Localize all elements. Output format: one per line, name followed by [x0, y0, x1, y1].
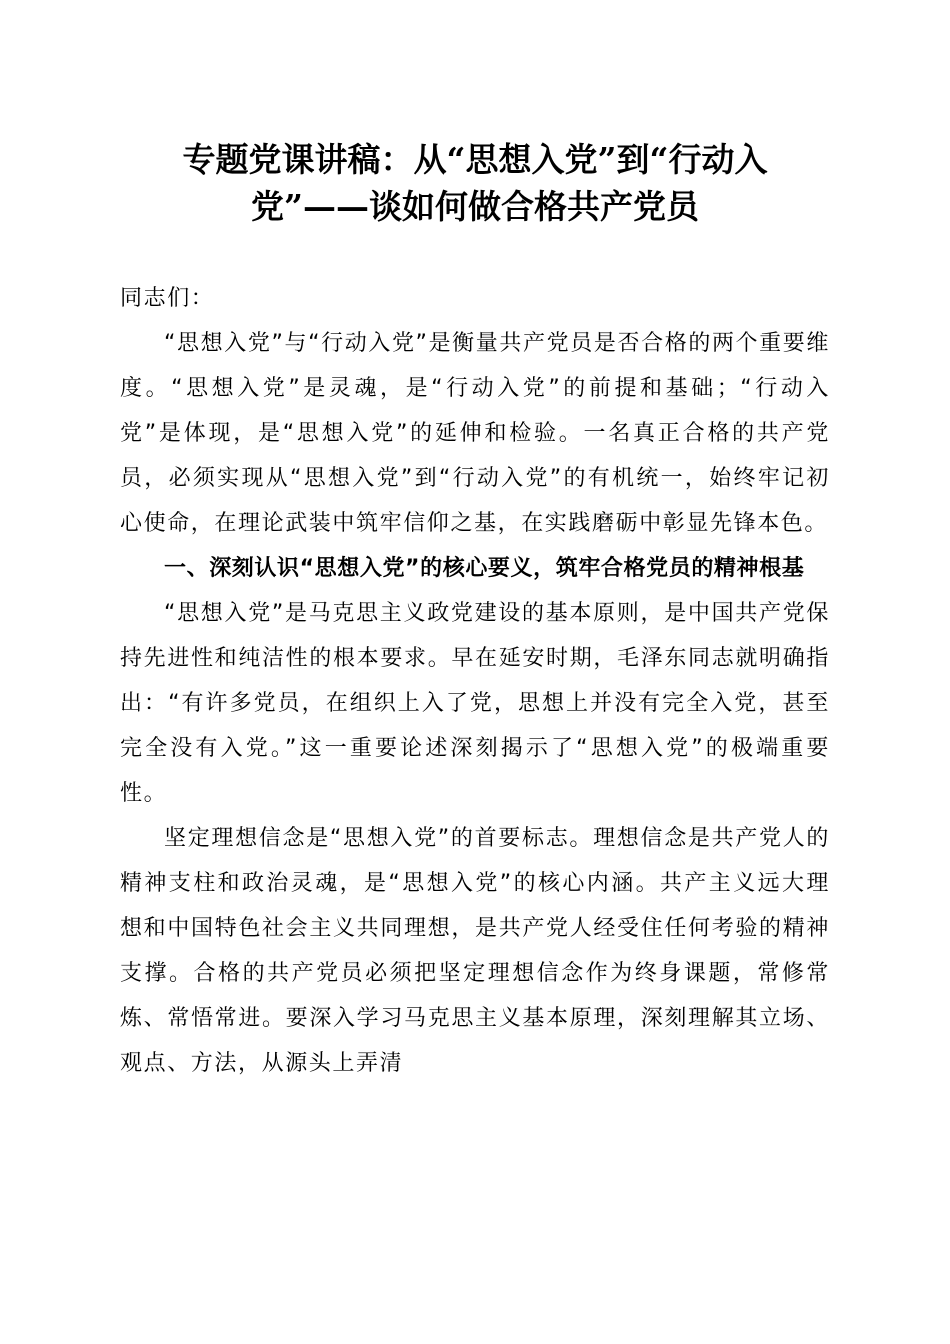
- salutation: 同志们：: [120, 286, 215, 311]
- intro-paragraph: “思想入党”与“行动入党”是衡量共产党员是否合格的两个重要维度。“思想入党”是灵魂，是“行动入党”的前提和基础；“行动入党”是体现，是“思想入党”的延伸和检验。一名真正合格的共产党员，必须实现从“思想入党”到“行动入党”的有机统一，始终牢记初心使命，在理论武装中筑牢信仰之基，在实践磨砺中彰显先锋本色。: [120, 331, 830, 536]
- section-1-heading: 一、深刻认识“思想入党”的核心要义，筑牢合格党员的精神根基: [164, 556, 805, 581]
- document-body: [120, 276, 830, 1086]
- section-1-paragraph-1: “思想入党”是马克思主义政党建设的基本原则，是中国共产党保持先进性和纯洁性的根本要求。早在延安时期，毛泽东同志就明确指出：“有许多党员，在组织上入了党，思想上并没有完全入党，甚至完全没有入党。”这一重要论述深刻揭示了“思想入党”的极端重要性。: [120, 601, 830, 806]
- document-title: [110, 136, 840, 230]
- title-line-2: 党”——谈如何做合格共产党员: [251, 187, 699, 226]
- section-1-paragraph-2: 坚定理想信念是“思想入党”的首要标志。理想信念是共产党人的精神支柱和政治灵魂，是“思想入党”的核心内涵。共产主义远大理想和中国特色社会主义共同理想，是共产党人经受住任何考验的精神支撑。合格的共产党员必须把坚定理想信念作为终身课题，常修常炼、常悟常进。要深入学习马克思主义基本原理，深刻理解其立场、观点、方法，从源头上弄清: [120, 826, 830, 1076]
- title-line-1: 专题党课讲稿：从“思想入党”到“行动入: [182, 140, 768, 179]
